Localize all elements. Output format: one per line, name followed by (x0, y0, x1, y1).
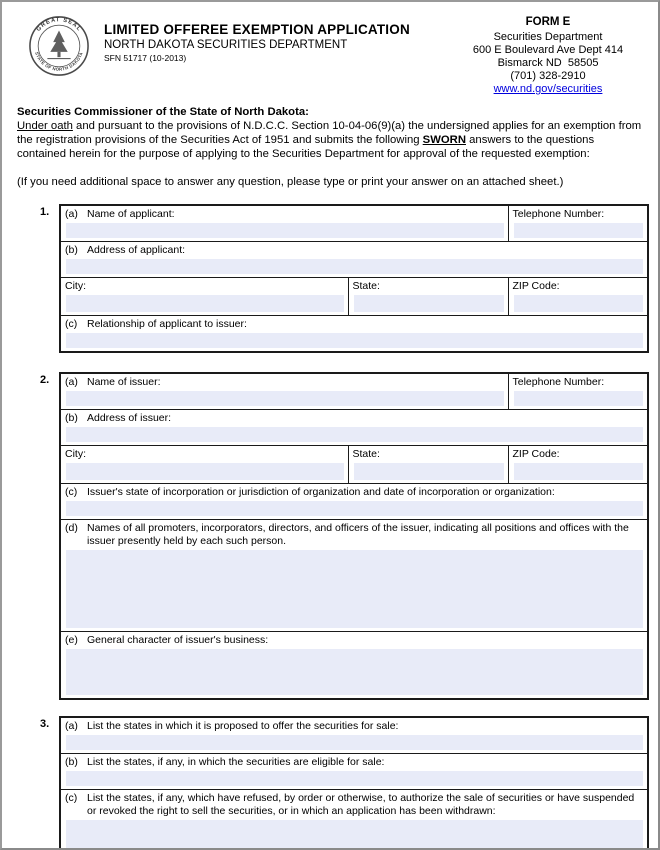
applicant-name-input[interactable] (66, 223, 504, 238)
states-eligible-label: (b) List the states, if any, in which the securities are eligible for sale: (65, 756, 385, 768)
issuer-city-input[interactable] (66, 463, 344, 480)
applicant-table (59, 204, 649, 353)
section-1-applicant (2, 204, 658, 353)
under-oath-text: Under oath (17, 120, 73, 132)
department-contact-block (450, 15, 646, 96)
applicant-city-label: City: (65, 280, 86, 292)
nd-state-seal-icon (28, 15, 90, 77)
issuer-promoters-input[interactable] (66, 550, 643, 628)
issuer-name-label: (a) Name of issuer: (65, 376, 161, 388)
states-proposed-label: (a) List the states in which it is proposed to offer the securities for sale: (65, 720, 399, 732)
form-title: LIMITED OFFEREE EXEMPTION APPLICATION (104, 22, 410, 37)
applicant-name-label: (a) Name of applicant: (65, 208, 175, 220)
department-address-line1: 600 E Boulevard Ave Dept 414 (472, 44, 624, 56)
intro-text-mid: and pursuant to the provisions of N.D.C.C. Section 10-04-06(9)(a) the undersigned applies for an exemption from the registration provisions of the Securities Act of 1951 and submits the following (17, 120, 642, 146)
states-eligible-input[interactable] (66, 771, 643, 786)
intro-text-end: answers to the questions contained herein for the purpose of applying to the Securities Department for approval of the requested exemption: (17, 134, 595, 160)
issuer-state-label: State: (352, 448, 380, 460)
department-name: Securities Department (493, 31, 603, 43)
issuer-name-input[interactable] (66, 391, 504, 406)
section-3-number: 3. (40, 718, 50, 730)
applicant-zip-label: ZIP Code: (512, 280, 560, 292)
salutation: Securities Commissioner of the State of North Dakota: (17, 106, 309, 118)
issuer-table (59, 372, 649, 700)
sworn-text: SWORN (422, 134, 466, 146)
applicant-address-input[interactable] (66, 259, 643, 274)
svg-text:STATE OF NORTH DAKOTA: STATE OF NORTH DAKOTA (34, 51, 84, 72)
issuer-phone-input[interactable] (514, 391, 644, 406)
svg-text:GREAT SEAL: GREAT SEAL (35, 17, 83, 33)
applicant-address-label: (b) Address of applicant: (65, 244, 186, 256)
states-refused-label: (c) List the states, if any, which have refused, by order or otherwise, to authorize the sale of securities or have suspended or revoked the right to sell the securities, or in which an application has been withdrawn: (65, 792, 635, 817)
issuer-phone-label: Telephone Number: (512, 376, 605, 388)
issuer-city-label: City: (65, 448, 86, 460)
issuer-state-input[interactable] (354, 463, 504, 480)
issuer-incorporation-label: (c) Issuer's state of incorporation or jurisdiction of organization and date of incorporation or organization: (65, 486, 555, 498)
applicant-city-input[interactable] (66, 295, 344, 312)
applicant-phone-label: Telephone Number: (512, 208, 605, 220)
issuer-zip-label: ZIP Code: (512, 448, 560, 460)
applicant-zip-input[interactable] (514, 295, 644, 312)
issuer-business-label: (e) General character of issuer's business: (65, 634, 269, 646)
issuer-zip-input[interactable] (514, 463, 644, 480)
issuer-address-label: (b) Address of issuer: (65, 412, 172, 424)
department-address-line2: Bismarck ND 58505 (497, 57, 599, 69)
department-phone: (701) 328-2910 (510, 70, 586, 82)
applicant-phone-input[interactable] (514, 223, 644, 238)
form-number: SFN 51717 (10-2013) (104, 53, 187, 63)
form-subtitle: NORTH DAKOTA SECURITIES DEPARTMENT (104, 39, 348, 51)
additional-space-note: (If you need additional space to answer any question, please type or print your answer on an attached sheet.) (17, 176, 564, 188)
department-website-link[interactable]: www.nd.gov/securities (493, 83, 603, 95)
issuer-incorporation-input[interactable] (66, 501, 643, 516)
applicant-state-label: State: (352, 280, 380, 292)
intro-paragraph (17, 119, 642, 161)
issuer-business-input[interactable] (66, 649, 643, 695)
issuer-address-input[interactable] (66, 427, 643, 442)
title-block (104, 15, 410, 63)
section-1-number: 1. (40, 206, 50, 218)
section-3-states (2, 716, 658, 850)
section-2-issuer (2, 372, 658, 700)
issuer-promoters-label: (d) Names of all promoters, incorporators, directors, and officers of the issuer, indicating all positions and offices with the issuer presently held by each such person. (65, 522, 629, 547)
states-table (59, 716, 649, 850)
intro-block (2, 96, 658, 189)
form-e-label: FORM E (525, 16, 571, 28)
section-2-number: 2. (40, 374, 50, 386)
states-proposed-input[interactable] (66, 735, 643, 750)
form-header (2, 2, 658, 96)
states-refused-input[interactable] (66, 820, 643, 850)
applicant-relationship-input[interactable] (66, 333, 643, 348)
applicant-state-input[interactable] (354, 295, 504, 312)
applicant-relationship-label: (c) Relationship of applicant to issuer: (65, 318, 247, 330)
